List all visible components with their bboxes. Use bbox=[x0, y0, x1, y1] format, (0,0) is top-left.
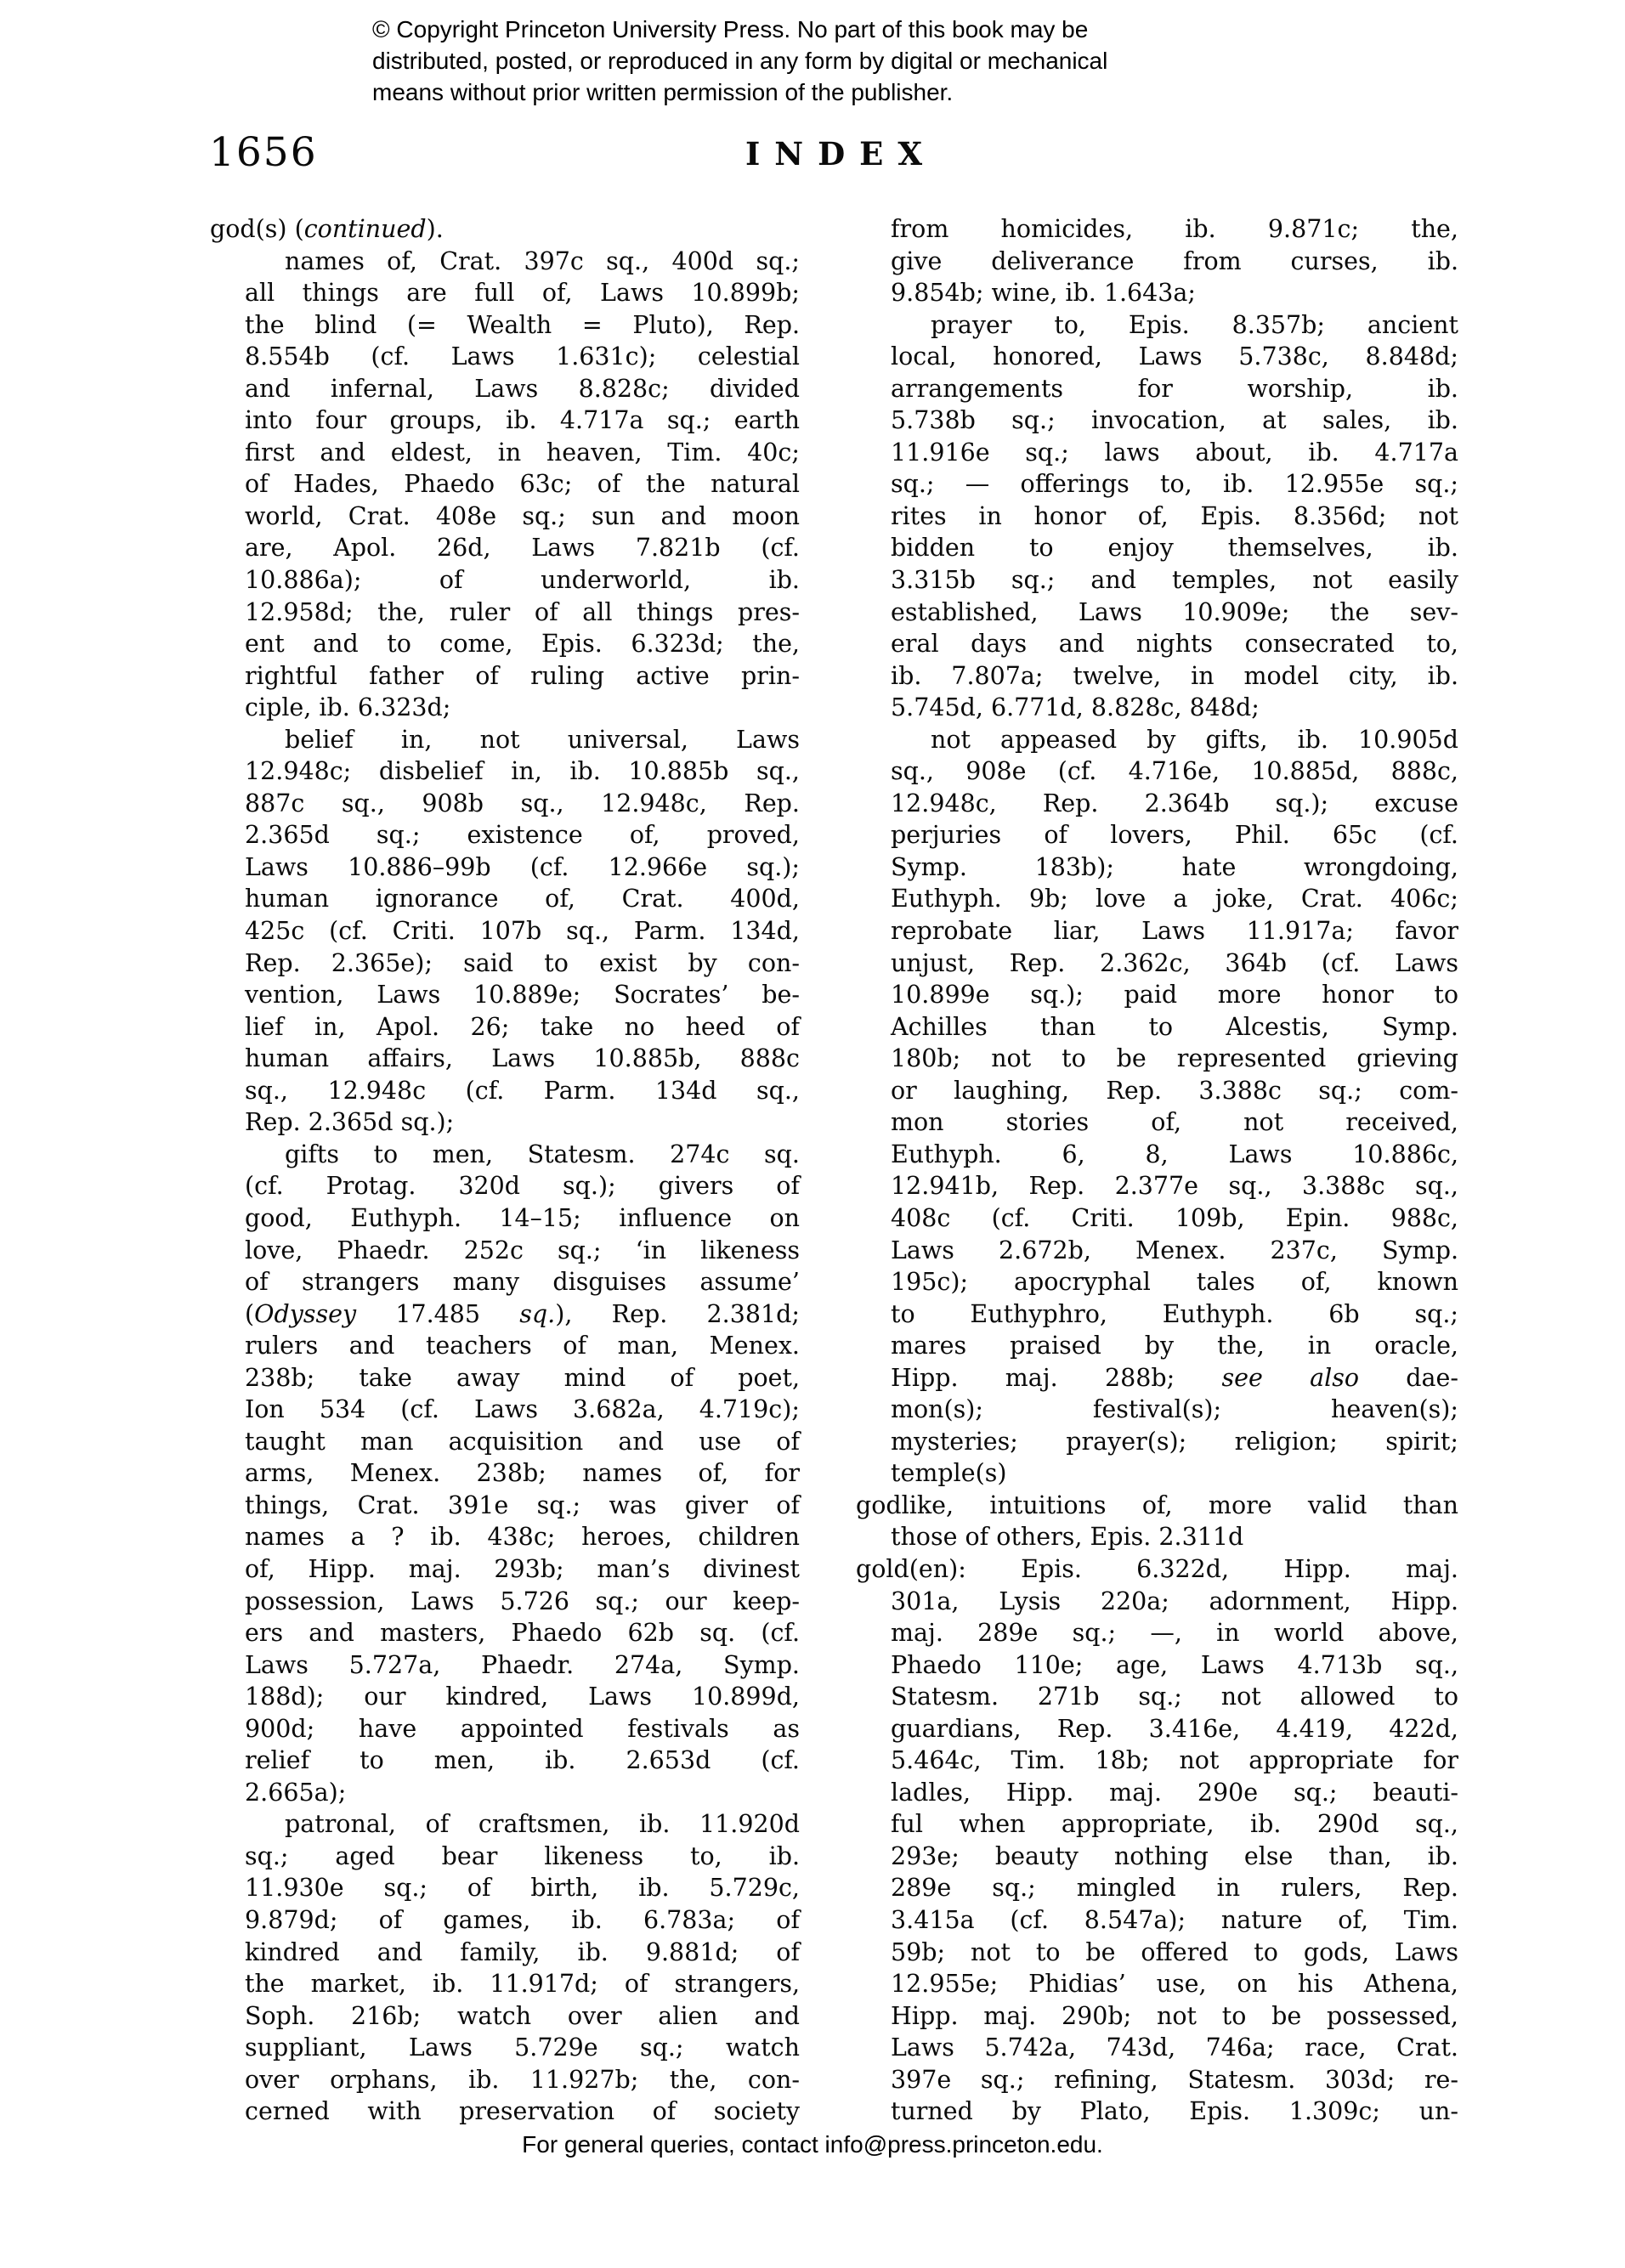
index-line: turned by Plato, Epis. 1.309c; un- bbox=[891, 2097, 1458, 2126]
index-line: 301a, Lysis 220a; adornment, Hipp. bbox=[891, 1586, 1458, 1615]
index-line: sq.; — offerings to, ib. 12.955e sq.; bbox=[891, 470, 1458, 499]
index-line: 2.665a); bbox=[245, 1778, 347, 1807]
index-line: 289e sq.; mingled in rulers, Rep. bbox=[891, 1874, 1458, 1903]
index-line: Rep. 2.365e); said to exist by con- bbox=[245, 948, 800, 977]
index-line: suppliant, Laws 5.729e sq.; watch bbox=[245, 2033, 800, 2062]
index-line: lief in, Apol. 26; take no heed of bbox=[245, 1012, 800, 1041]
index-line: 10.899e sq.); paid more honor to bbox=[891, 981, 1458, 1010]
index-line: bidden to enjoy themselves, ib. bbox=[891, 534, 1458, 563]
index-line: (cf. Protag. 320d sq.); givers of bbox=[245, 1172, 800, 1201]
index-line: rightful father of ruling active prin- bbox=[245, 661, 800, 690]
index-line: 12.948c, Rep. 2.364b sq.); excuse bbox=[891, 789, 1458, 817]
index-line: ciple, ib. 6.323d; bbox=[245, 693, 451, 722]
index-line: 900d; have appointed festivals as bbox=[245, 1714, 800, 1743]
index-line: patronal, of craftsmen, ib. 11.920d bbox=[285, 1810, 800, 1839]
index-line: guardians, Rep. 3.416e, 4.419, 422d, bbox=[891, 1714, 1458, 1743]
index-line: 887c sq., 908b sq., 12.948c, Rep. bbox=[245, 789, 800, 817]
index-line: ful when appropriate, ib. 290d sq., bbox=[891, 1810, 1458, 1839]
index-line: of strangers many disguises assume’ bbox=[245, 1268, 800, 1297]
index-line: love, Phaedr. 252c sq.; ‘in likeness bbox=[245, 1236, 800, 1264]
index-title: INDEX bbox=[745, 135, 937, 173]
index-line: 5.738b sq.; invocation, at sales, ib. bbox=[891, 406, 1458, 435]
index-line: ladles, Hipp. maj. 290e sq.; beauti- bbox=[891, 1778, 1458, 1807]
index-line: vention, Laws 10.889e; Socrates’ be- bbox=[245, 981, 800, 1010]
index-line: mares praised by the, in oracle, bbox=[891, 1332, 1458, 1360]
index-line: mon stories of, not received, bbox=[891, 1108, 1458, 1137]
index-line: the market, ib. 11.917d; of strangers, bbox=[245, 1970, 800, 1999]
index-line: human affairs, Laws 10.885b, 888c bbox=[245, 1044, 800, 1073]
index-line: taught man acquisition and use of bbox=[245, 1427, 800, 1456]
index-line: Euthyph. 6, 8, Laws 10.886c, bbox=[891, 1140, 1458, 1168]
footer-contact: For general queries, contact info@press.princeton.edu. bbox=[522, 2131, 1103, 2158]
index-line: of Hades, Phaedo 63c; of the natural bbox=[245, 470, 800, 499]
index-line: relief to men, ib. 2.653d (cf. bbox=[245, 1746, 800, 1775]
index-line: prayer to, Epis. 8.357b; ancient bbox=[931, 310, 1458, 339]
index-line: mon(s); festival(s); heaven(s); bbox=[891, 1395, 1458, 1424]
index-line: perjuries of lovers, Phil. 65c (cf. bbox=[891, 821, 1458, 850]
index-line: local, honored, Laws 5.738c, 8.848d; bbox=[891, 342, 1458, 371]
index-column-left bbox=[210, 213, 800, 2128]
index-line: 408c (cf. Criti. 109b, Epin. 988c, bbox=[891, 1203, 1458, 1232]
copyright-line: © Copyright Princeton University Press. No part of this book may be bbox=[372, 16, 1089, 42]
index-line: reprobate liar, Laws 11.917a; favor bbox=[891, 917, 1458, 946]
index-line: those of others, Epis. 2.311d bbox=[891, 1523, 1244, 1552]
index-line: mysteries; prayer(s); religion; spirit; bbox=[891, 1427, 1458, 1456]
index-line: (Odyssey 17.485 sq.), Rep. 2.381d; bbox=[245, 1299, 800, 1328]
index-line: 12.958d; the, ruler of all things pres- bbox=[245, 597, 800, 626]
index-line: into four groups, ib. 4.717a sq.; earth bbox=[245, 406, 800, 435]
index-line: 2.365d sq.; existence of, proved, bbox=[245, 821, 800, 850]
index-line: 293e; beauty nothing else than, ib. bbox=[891, 1841, 1458, 1870]
index-line: Symp. 183b); hate wrongdoing, bbox=[891, 852, 1458, 881]
index-line: gold(en): Epis. 6.322d, Hipp. maj. bbox=[856, 1554, 1458, 1583]
index-line: sq., 908e (cf. 4.716e, 10.885d, 888c, bbox=[891, 757, 1458, 786]
index-line: 8.554b (cf. Laws 1.631c); celestial bbox=[245, 342, 800, 371]
index-line: unjust, Rep. 2.362c, 364b (cf. Laws bbox=[891, 948, 1458, 977]
index-line: give deliverance from curses, ib. bbox=[891, 246, 1458, 275]
index-line: from homicides, ib. 9.871c; the, bbox=[891, 215, 1458, 243]
index-line: first and eldest, in heaven, Tim. 40c; bbox=[245, 438, 800, 467]
index-line: ib. 7.807a; twelve, in model city, ib. bbox=[891, 661, 1458, 690]
index-line: eral days and nights consecrated to, bbox=[891, 630, 1458, 659]
index-line: all things are full of, Laws 10.899b; bbox=[245, 279, 800, 308]
index-line: possession, Laws 5.726 sq.; our keep- bbox=[245, 1586, 800, 1615]
index-line: Hipp. maj. 288b; see also dae- bbox=[891, 1363, 1458, 1392]
index-line: or laughing, Rep. 3.388c sq.; com- bbox=[891, 1076, 1458, 1105]
index-line: god(s) (continued). bbox=[210, 215, 444, 243]
index-line: rites in honor of, Epis. 8.356d; not bbox=[891, 501, 1458, 530]
index-line: 11.916e sq.; laws about, ib. 4.717a bbox=[891, 438, 1458, 467]
index-line: Hipp. maj. 290b; not to be possessed, bbox=[891, 2001, 1458, 2030]
index-line: 425c (cf. Criti. 107b sq., Parm. 134d, bbox=[245, 917, 800, 946]
page-number: 1656 bbox=[209, 129, 318, 176]
index-line: 9.879d; of games, ib. 6.783a; of bbox=[245, 1905, 800, 1934]
index-line: to Euthyphro, Euthyph. 6b sq.; bbox=[891, 1299, 1458, 1328]
index-line: ent and to come, Epis. 6.323d; the, bbox=[245, 630, 800, 659]
index-line: Soph. 216b; watch over alien and bbox=[245, 2001, 800, 2030]
index-line: 12.941b, Rep. 2.377e sq., 3.388c sq., bbox=[891, 1172, 1458, 1201]
index-line: maj. 289e sq.; —, in world above, bbox=[891, 1619, 1458, 1648]
index-line: 5.745d, 6.771d, 8.828c, 848d; bbox=[891, 693, 1260, 722]
index-line: names a ? ib. 438c; heroes, children bbox=[245, 1523, 800, 1552]
index-line: gifts to men, Statesm. 274c sq. bbox=[285, 1140, 800, 1168]
index-line: 12.955e; Phidias’ use, on his Athena, bbox=[891, 1970, 1458, 1999]
index-line: cerned with preservation of society bbox=[245, 2097, 800, 2126]
index-line: 195c); apocryphal tales of, known bbox=[891, 1268, 1458, 1297]
index-line: 238b; take away mind of poet, bbox=[245, 1363, 800, 1392]
index-line: arms, Menex. 238b; names of, for bbox=[245, 1459, 800, 1488]
index-line: belief in, not universal, Laws bbox=[285, 725, 800, 754]
index-line: sq., 12.948c (cf. Parm. 134d sq., bbox=[245, 1076, 800, 1105]
index-line: Laws 5.727a, Phaedr. 274a, Symp. bbox=[245, 1650, 800, 1679]
index-line: not appeased by gifts, ib. 10.905d bbox=[931, 725, 1458, 754]
index-line: temple(s) bbox=[891, 1459, 1007, 1488]
index-line: Laws 2.672b, Menex. 237c, Symp. bbox=[891, 1236, 1458, 1264]
index-line: over orphans, ib. 11.927b; the, con- bbox=[245, 2065, 800, 2094]
index-line: world, Crat. 408e sq.; sun and moon bbox=[245, 501, 800, 530]
index-line: 3.415a (cf. 8.547a); nature of, Tim. bbox=[891, 1905, 1458, 1934]
index-line: 10.886a); of underworld, ib. bbox=[245, 566, 800, 595]
index-line: rulers and teachers of man, Menex. bbox=[245, 1332, 800, 1360]
index-line: 9.854b; wine, ib. 1.643a; bbox=[891, 279, 1197, 308]
index-line: kindred and family, ib. 9.881d; of bbox=[245, 1937, 800, 1966]
index-line: names of, Crat. 397c sq., 400d sq.; bbox=[285, 246, 800, 275]
index-line: of, Hipp. maj. 293b; man’s divinest bbox=[245, 1554, 800, 1583]
index-column-right bbox=[856, 213, 1458, 2128]
index-line: Rep. 2.365d sq.); bbox=[245, 1108, 455, 1137]
index-line: Euthyph. 9b; love a joke, Crat. 406c; bbox=[891, 885, 1458, 913]
index-line: Statesm. 271b sq.; not allowed to bbox=[891, 1683, 1458, 1711]
index-line: sq.; aged bear likeness to, ib. bbox=[245, 1841, 800, 1870]
index-line: established, Laws 10.909e; the sev- bbox=[891, 597, 1458, 626]
index-line: the blind (= Wealth = Pluto), Rep. bbox=[245, 310, 800, 339]
index-line: arrangements for worship, ib. bbox=[891, 374, 1458, 403]
index-line: 11.930e sq.; of birth, ib. 5.729c, bbox=[245, 1874, 800, 1903]
index-line: Laws 5.742a, 743d, 746a; race, Crat. bbox=[891, 2033, 1458, 2062]
index-line: and infernal, Laws 8.828c; divided bbox=[245, 374, 800, 403]
index-line: Phaedo 110e; age, Laws 4.713b sq., bbox=[891, 1650, 1458, 1679]
index-line: 12.948c; disbelief in, ib. 10.885b sq., bbox=[245, 757, 800, 786]
index-line: good, Euthyph. 14–15; influence on bbox=[245, 1203, 800, 1232]
index-line: Ion 534 (cf. Laws 3.682a, 4.719c); bbox=[245, 1395, 800, 1424]
copyright-line: distributed, posted, or reproduced in any form by digital or mechanical bbox=[372, 48, 1108, 74]
index-line: 3.315b sq.; and temples, not easily bbox=[891, 566, 1458, 595]
index-line: 59b; not to be offered to gods, Laws bbox=[891, 1937, 1458, 1966]
index-line: 397e sq.; refining, Statesm. 303d; re- bbox=[891, 2065, 1458, 2094]
copyright-notice bbox=[372, 14, 1205, 108]
index-line: godlike, intuitions of, more valid than bbox=[856, 1490, 1458, 1519]
index-line: human ignorance of, Crat. 400d, bbox=[245, 885, 800, 913]
index-line: Laws 10.886–99b (cf. 12.966e sq.); bbox=[245, 852, 800, 881]
index-line: are, Apol. 26d, Laws 7.821b (cf. bbox=[245, 534, 800, 563]
index-line: ers and masters, Phaedo 62b sq. (cf. bbox=[245, 1619, 800, 1648]
index-line: 180b; not to be represented grieving bbox=[891, 1044, 1458, 1073]
index-line: things, Crat. 391e sq.; was giver of bbox=[245, 1490, 800, 1519]
index-line: 5.464c, Tim. 18b; not appropriate for bbox=[891, 1746, 1458, 1775]
index-line: 188d); our kindred, Laws 10.899d, bbox=[245, 1683, 800, 1711]
copyright-line: means without prior written permission of the publisher. bbox=[372, 79, 954, 105]
index-line: Achilles than to Alcestis, Symp. bbox=[891, 1012, 1458, 1041]
